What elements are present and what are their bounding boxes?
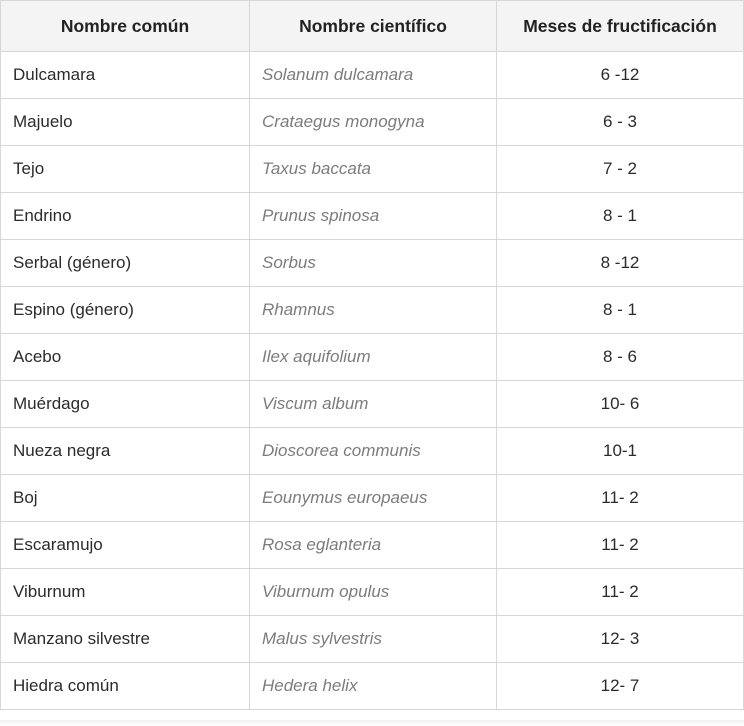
header-row	[1, 1, 744, 52]
scientific-name-cell: Eounymus europaeus	[250, 475, 497, 522]
scientific-name-cell: Prunus spinosa	[250, 193, 497, 240]
months-cell: 11- 2	[497, 475, 744, 522]
common-name-cell: Tejo	[1, 146, 250, 193]
scientific-name-cell: Malus sylvestris	[250, 616, 497, 663]
scientific-name-cell: Viburnum opulus	[250, 569, 497, 616]
months-cell: 10-1	[497, 428, 744, 475]
common-name-cell: Endrino	[1, 193, 250, 240]
header-common-name: Nombre común	[1, 1, 250, 52]
common-name-cell: Manzano silvestre	[1, 616, 250, 663]
scientific-name-cell: Viscum album	[250, 381, 497, 428]
common-name-cell: Acebo	[1, 334, 250, 381]
months-cell: 10- 6	[497, 381, 744, 428]
common-name-cell: Serbal (género)	[1, 240, 250, 287]
months-cell: 8 - 1	[497, 193, 744, 240]
scientific-name-cell: Sorbus	[250, 240, 497, 287]
common-name-cell: Boj	[1, 475, 250, 522]
months-cell: 8 - 6	[497, 334, 744, 381]
header-scientific-name: Nombre científico	[250, 1, 497, 52]
common-name-cell: Muérdago	[1, 381, 250, 428]
common-name-cell: Dulcamara	[1, 52, 250, 99]
months-cell: 8 - 1	[497, 287, 744, 334]
common-name-cell: Hiedra común	[1, 663, 250, 710]
bottom-shadow	[0, 720, 744, 726]
table-row	[1, 381, 744, 428]
common-name-cell: Nueza negra	[1, 428, 250, 475]
common-name-cell: Escaramujo	[1, 522, 250, 569]
table-row	[1, 334, 744, 381]
months-cell: 8 -12	[497, 240, 744, 287]
table-row	[1, 52, 744, 99]
table-row	[1, 663, 744, 710]
table-row	[1, 569, 744, 616]
scientific-name-cell: Dioscorea communis	[250, 428, 497, 475]
table-row	[1, 475, 744, 522]
months-cell: 6 - 3	[497, 99, 744, 146]
header-fruiting-months: Meses de fructificación	[497, 1, 744, 52]
months-cell: 7 - 2	[497, 146, 744, 193]
table-row	[1, 146, 744, 193]
table-row	[1, 240, 744, 287]
table-row	[1, 99, 744, 146]
scientific-name-cell: Ilex aquifolium	[250, 334, 497, 381]
months-cell: 12- 7	[497, 663, 744, 710]
table-row	[1, 522, 744, 569]
table-row	[1, 193, 744, 240]
table-row	[1, 287, 744, 334]
scientific-name-cell: Rosa eglanteria	[250, 522, 497, 569]
scientific-name-cell: Taxus baccata	[250, 146, 497, 193]
table-body	[1, 52, 744, 710]
scientific-name-cell: Crataegus monogyna	[250, 99, 497, 146]
scientific-name-cell: Rhamnus	[250, 287, 497, 334]
table-header	[1, 1, 744, 52]
months-cell: 6 -12	[497, 52, 744, 99]
common-name-cell: Majuelo	[1, 99, 250, 146]
scientific-name-cell: Solanum dulcamara	[250, 52, 497, 99]
table-row	[1, 428, 744, 475]
common-name-cell: Viburnum	[1, 569, 250, 616]
table-row	[1, 616, 744, 663]
common-name-cell: Espino (género)	[1, 287, 250, 334]
months-cell: 11- 2	[497, 522, 744, 569]
scientific-name-cell: Hedera helix	[250, 663, 497, 710]
months-cell: 11- 2	[497, 569, 744, 616]
months-cell: 12- 3	[497, 616, 744, 663]
